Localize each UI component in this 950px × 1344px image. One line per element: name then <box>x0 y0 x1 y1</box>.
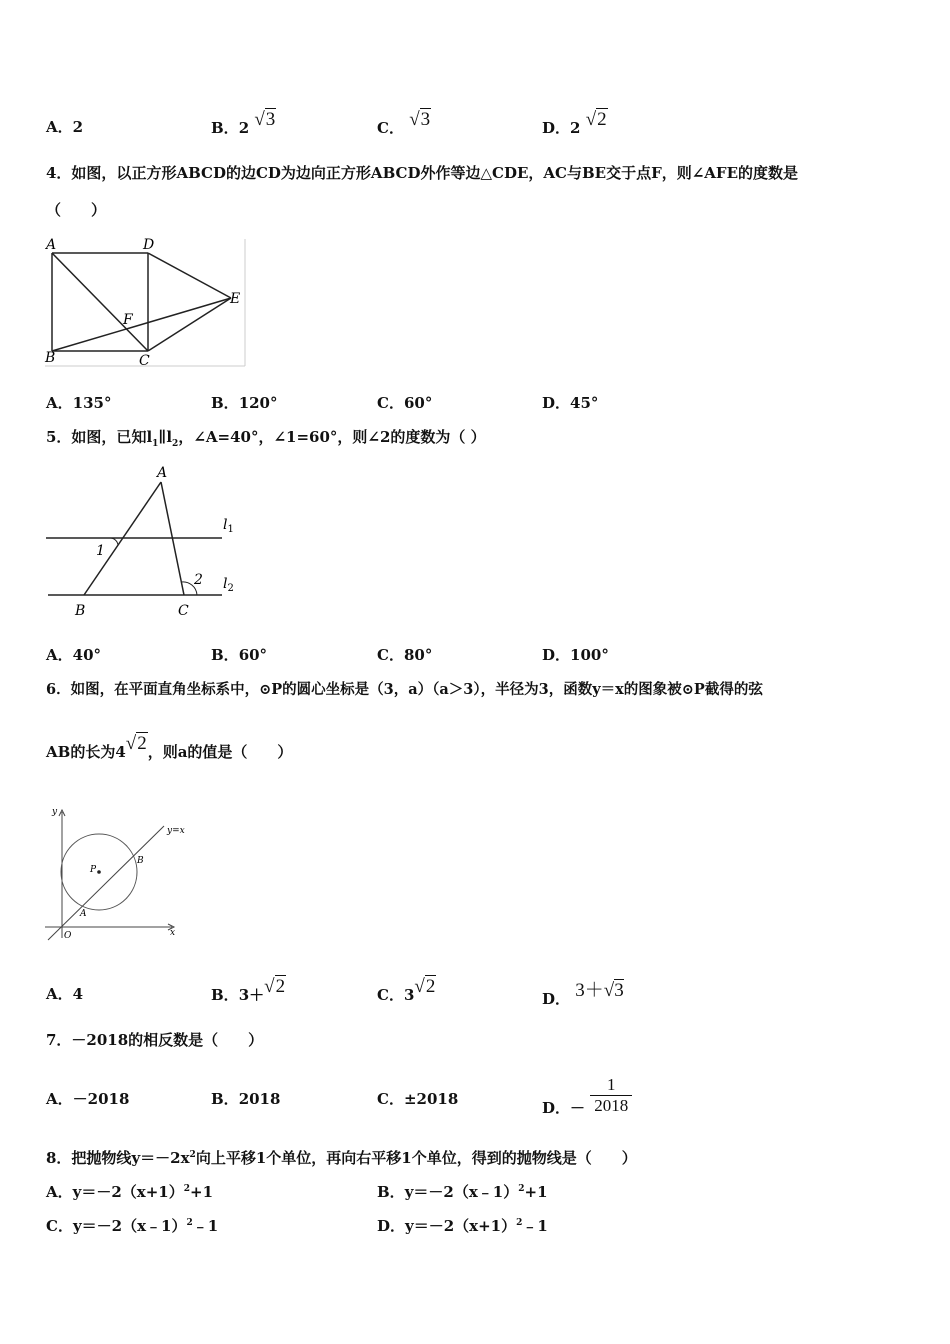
q4-question-text: 4．如图，以正方形ABCD的边CD为边向正方形ABCD外作等边△CDE，AC与BE交于点F，则∠AFE的度数是 <box>46 164 799 182</box>
q4-figure <box>40 234 250 370</box>
q6-option-a: A．4 <box>46 985 84 1003</box>
label-y: y <box>52 807 58 817</box>
sqrt-expression: √3 <box>254 109 276 130</box>
label-c: C <box>139 353 150 369</box>
label-b: B <box>45 350 56 366</box>
q6-question-line2: AB的长为4√2，则a的值是（ ） <box>46 733 293 761</box>
label-a: A <box>157 465 168 481</box>
sqrt-expression: 3＋√3 <box>575 980 624 1001</box>
label-f: F <box>123 312 133 328</box>
sqrt-expression: √2 <box>125 733 147 754</box>
label-x: x <box>170 928 176 938</box>
fraction: $\frac{1}{2018}$ <box>590 1075 632 1116</box>
label-a: A <box>46 237 57 253</box>
q8-option-c: C．y＝－2（x﹣1）$^2$﹣1 <box>46 1217 219 1235</box>
q4-option-a: A．135° <box>46 394 112 412</box>
label-a: A <box>80 909 87 919</box>
q7-option-b: B．2018 <box>211 1090 281 1108</box>
sqrt-expression: √2 <box>414 976 436 997</box>
q8-option-d: D．$y=-2(x+1)^2﹣1$ <box>377 1217 548 1235</box>
q3-option-b: B．2 √3 <box>211 109 276 137</box>
label-b: B <box>137 856 144 866</box>
q6-option-b: B．3＋√2 <box>211 976 286 1004</box>
q7-option-a: A．－2018 <box>46 1090 130 1108</box>
q6-figure <box>40 800 200 945</box>
label-d: D <box>143 237 155 253</box>
q4-option-d: D．45° <box>542 394 599 412</box>
q7-option-c: C．±2018 <box>377 1090 459 1108</box>
sqrt-expression: √3 <box>409 109 431 130</box>
angle-2-label: 2 <box>194 572 203 588</box>
sqrt-expression: √2 <box>264 976 286 997</box>
q5-figure <box>40 462 250 622</box>
q4-answer-blank: （ ） <box>46 201 107 219</box>
q5-option-c: C．80° <box>377 646 433 664</box>
label-e: E <box>230 291 241 307</box>
label-b: B <box>75 603 86 619</box>
label-c: C <box>178 603 189 619</box>
q7-question-text: 7．－2018的相反数是（ ） <box>46 1031 264 1049</box>
q5-option-d: D．100° <box>542 646 609 664</box>
q4-option-c: C．60° <box>377 394 433 412</box>
q3-option-c: C． √3 <box>377 109 431 137</box>
q6-option-d: D． 3＋√3 <box>542 980 624 1008</box>
q7-option-d: D．－ $\frac{1}{2018}$ <box>542 1063 632 1104</box>
label-y-equals-x: y=x <box>167 826 185 836</box>
label-o: O <box>64 931 72 941</box>
q8-option-a: A．$y=-2(x+1)^2+1$ <box>46 1183 214 1201</box>
q8-option-b: B．y＝－2（x﹣1）$^2$+1 <box>377 1183 548 1201</box>
label-p: P <box>90 865 97 875</box>
q4-option-b: B．120° <box>211 394 278 412</box>
sqrt-expression: √2 <box>585 109 607 130</box>
q8-question-text: 8．把抛物线$y=-2x^2$向上平移1个单位，再向右平移1个单位，得到的抛物线是（ ） <box>46 1149 637 1167</box>
q3-option-d: D．2 √2 <box>542 109 607 137</box>
q5-question-text: 5．如图，已知$l_1\parallel l_2$，∠A=40°，∠1=60°，则∠2的度数为（ ） <box>46 428 486 449</box>
q6-question-line1: 6．如图，在平面直角坐标系中，⊙P的圆心坐标是（3，a）（a＞3），半径为3，函数y＝x的图象被⊙P截得的弦 <box>46 681 763 698</box>
q5-option-a: A．40° <box>46 646 102 664</box>
label-l2: $l_2$ <box>223 576 234 594</box>
q6-option-c: C．3√2 <box>377 976 436 1004</box>
label-l1: $l_1$ <box>223 517 234 535</box>
q5-option-b: B．60° <box>211 646 268 664</box>
angle-1-label: 1 <box>96 543 105 559</box>
q3-option-a: A．2 <box>46 118 84 136</box>
